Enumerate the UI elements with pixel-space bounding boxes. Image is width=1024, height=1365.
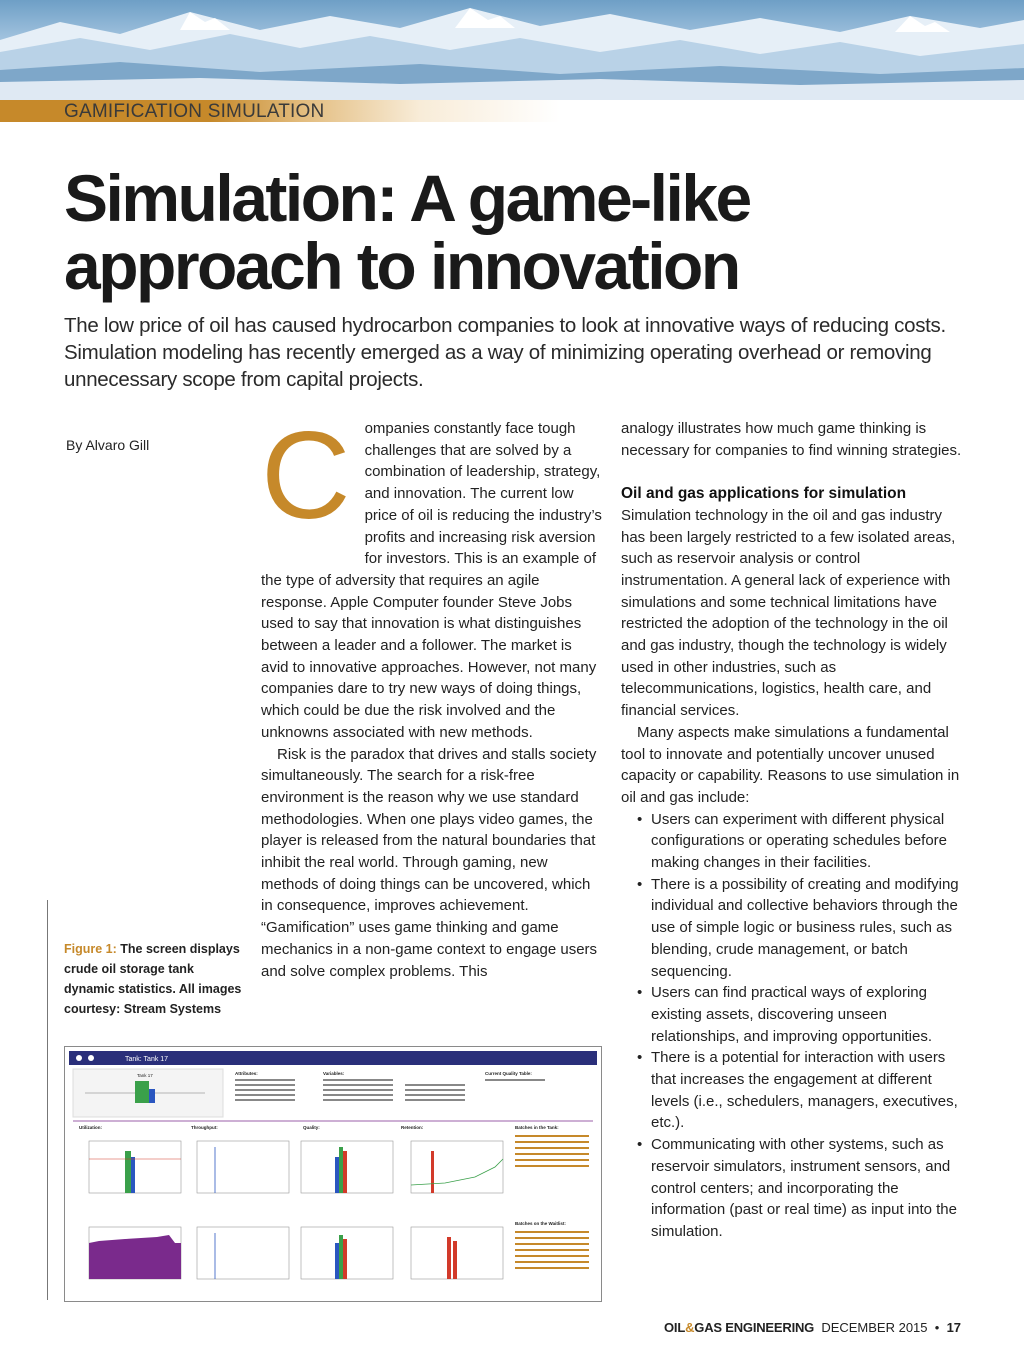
byline: By Alvaro Gill xyxy=(66,437,150,453)
footer-separator: • xyxy=(934,1320,940,1335)
variables-label: Variables: xyxy=(323,1071,345,1076)
headline-line-2: approach to innovation xyxy=(64,229,739,303)
page-footer xyxy=(664,1320,961,1335)
subhead: Oil and gas applications for simulation xyxy=(621,485,907,503)
brand-part: OIL xyxy=(664,1320,686,1335)
batches-in-tank-label: Batches in the Tank: xyxy=(515,1125,559,1130)
figure-label: Figure 1: xyxy=(64,942,117,956)
body-column-right xyxy=(621,418,963,1243)
drop-cap: C xyxy=(261,407,351,545)
body-paragraph-1-text: ompanies constantly face tough challenges that are solved by a combination of leadership, strategy, and innovation. The current low price of oil is reducing the industry’s profits and increasing risk aversion for investors. This is an example of the type of adversity that requires an agile response. Apple Computer founder Steve Jobs used to say that innovation is what distinguishes between a leader and a follower. The market is avid to innovative approaches. However, not many companies dare to try new ways of doing things, which could be due the risk involved and the unknowns associated with new methods. xyxy=(261,420,602,741)
header-banner-image xyxy=(0,0,1024,100)
attributes-label: Attributes: xyxy=(235,1071,258,1076)
figure-simulation-screenshot xyxy=(64,1046,602,1302)
body-paragraph-2: Risk is the paradox that drives and stalls society simultaneously. The search for a risk-free environment is the reason why we use standard methodologies. When one plays video games, the player is released from the natural boundaries that inhibit the real world. Through gaming, new methods of doing things can be uncovered, which in consequence, improves achievement. “Gamification” uses game thinking and game mechanics in a non-game context to engage users and solve complex problems. This xyxy=(261,745,598,980)
headline xyxy=(64,161,964,303)
tank-title: Tank: Tank 17 xyxy=(125,1056,169,1063)
throughput-label: Throughput: xyxy=(191,1125,218,1130)
list-item: • There is a potential for interaction with users that increases the engagement at different levels (i.e., schedulers, managers, executives, etc.). xyxy=(637,1047,963,1134)
page-number: 17 xyxy=(946,1320,962,1335)
caption-rule xyxy=(47,900,48,1300)
section-label: GAMIFICATION SIMULATION xyxy=(64,101,325,122)
footer-brand xyxy=(664,1320,814,1335)
tank-name-label: Tank 17 xyxy=(137,1073,153,1078)
figure-caption xyxy=(64,939,246,1019)
retention-label: Retention: xyxy=(401,1125,424,1130)
simulation-dashboard-image xyxy=(65,1047,601,1301)
quality-label: Quality: xyxy=(303,1125,320,1130)
footer-issue: DECEMBER 2015 xyxy=(821,1320,928,1335)
brand-ampersand: & xyxy=(685,1320,695,1335)
brand-part: GAS ENGINEERING xyxy=(694,1320,815,1335)
list-item: • Users can find practical ways of exploring existing assets, discovering unseen relationships, and improving opportunities. xyxy=(637,982,963,1047)
body-column-middle xyxy=(261,407,603,982)
body-paragraph-5: Many aspects make simulations a fundamental tool to innovate and potentially uncover unused capacity or capability. Reasons to use simulation in oil and gas include: xyxy=(621,723,960,806)
mountain-landscape xyxy=(0,0,1024,100)
deck: The low price of oil has caused hydrocarbon companies to look at innovative ways of reducing costs. Simulation modeling has recently emerged as a way of minimizing operating overhead or removing unnecessary scope from capital projects. xyxy=(64,314,946,391)
body-paragraph-3: analogy illustrates how much game thinking is necessary for companies to find winning strategies. xyxy=(621,420,962,459)
figure-caption-text: The screen displays crude oil storage tank dynamic statistics. All images courtesy: Stream Systems xyxy=(64,942,242,1016)
utilization-label: Utilization: xyxy=(79,1125,102,1130)
list-item: • Users can experiment with different physical configurations or operating schedules before making changes in their facilities. xyxy=(637,809,963,874)
list-item: • There is a possibility of creating and modifying individual and collective behaviors through the use of simple logic or business rules, such as blending, crude management, or batch sequencing. xyxy=(637,874,963,983)
body-paragraph-1 xyxy=(261,407,603,744)
headline-line-1: Simulation: A game-like xyxy=(64,161,750,235)
home-icon xyxy=(76,1055,82,1061)
body-paragraph-4: Simulation technology in the oil and gas industry has been largely restricted to a few isolated areas, such as reservoir analysis or control instrumentation. A general lack of experience with simulations and some technical limitations have restricted the adoption of the technology in the oil and gas industry, though the technology is widely used in other industries, such as telecommunications, logistics, health care, and financial services. xyxy=(621,506,956,720)
back-icon xyxy=(88,1055,94,1061)
batches-waitlist-label: Batches on the Waitlist: xyxy=(515,1221,566,1226)
current-quality-label: Current Quality Table: xyxy=(485,1071,532,1076)
reasons-list xyxy=(621,809,963,1243)
list-item: • Communicating with other systems, such as reservoir simulators, instrument sensors, and control centers; and incorporating the information (past or real time) as input into the simulation. xyxy=(637,1134,963,1243)
